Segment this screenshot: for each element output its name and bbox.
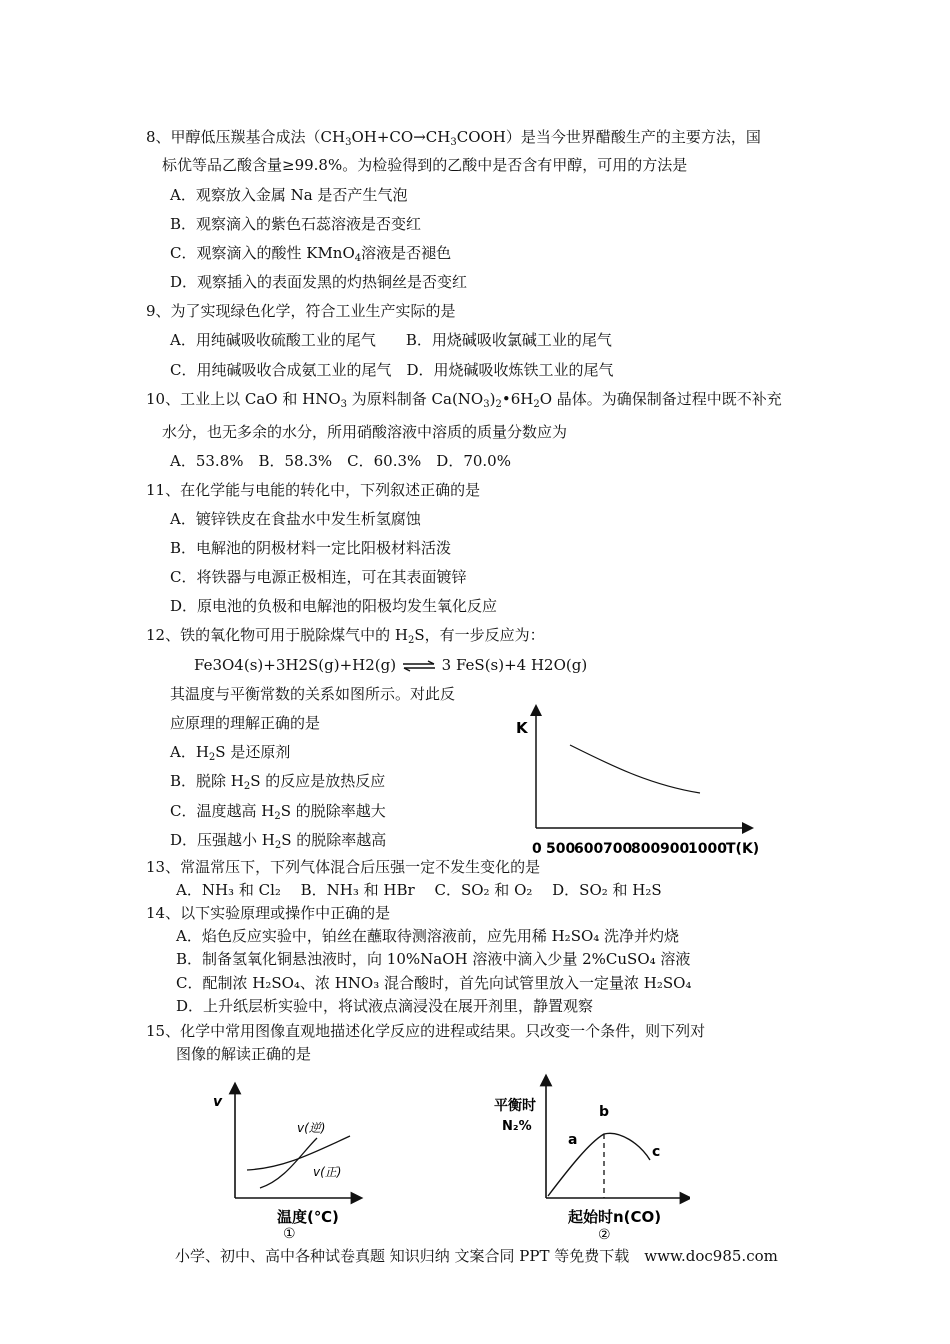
x-tick-label: 700 [603, 841, 633, 857]
q10-options: A．53.8% B．58.3% C．60.3% D．70.0% [170, 452, 511, 470]
y-axis-label: v [213, 1094, 223, 1110]
q15-graph-1 [205, 1080, 365, 1240]
x-tick-label: 900 [660, 841, 690, 857]
q12-stem: 12、铁的氧化物可用于脱除煤气中的 $H_2S$，有一步反应为： [146, 626, 545, 646]
k-curve [570, 745, 700, 793]
q11-option-a: A．镀锌铁皮在食盐水中发生析氢腐蚀 [170, 510, 421, 528]
q12-equation: Fe3O4(s)+3H2S(g)+H2(g) 3 FeS(s)+4 H2O(g) [194, 656, 588, 674]
q14-option-b: B．制备氢氧化铜悬浊液时，向 10%NaOH 溶液中滴入少量 2%CuSO₄ 溶液 [176, 950, 691, 968]
x-axis-label: 起始时n(CO) [568, 1208, 662, 1226]
q14-option-a: A．焰色反应实验中，铂丝在蘸取待测溶液前，应先用稀 H₂SO₄ 洗净并灼烧 [176, 927, 680, 945]
q12-option-d: D．压强越小 $H_2S$ 的脱除率越高 [170, 831, 387, 851]
q9-options-ab: A．用纯碱吸收硫酸工业的尾气 B．用烧碱吸收氯碱工业的尾气 [170, 331, 612, 349]
point-b-label: b [599, 1104, 610, 1120]
q12-option-b: B．脱除 $H_2S$ 的反应是放热反应 [170, 772, 386, 792]
x-tick-labels [532, 841, 759, 857]
x-axis-label: 温度(℃) [277, 1208, 339, 1226]
q12-stem-line3: 其温度与平衡常数的关系如图所示。对此反 [170, 685, 456, 703]
q8-stem-line2: 标优等品乙酸含量≥99.8%。为检验得到的乙酸中是否含有甲醇，可用的方法是 [162, 156, 688, 174]
point-c-label: c [652, 1144, 661, 1160]
y-axis-label-1: 平衡时 [494, 1098, 536, 1114]
v-forward-label: v(正) [313, 1165, 342, 1179]
q11-option-d: D．原电池的负极和电解池的阳极均发生氧化反应 [170, 597, 498, 615]
q15-stem-line1: 15、化学中常用图像直观地描述化学反应的进程或结果。只改变一个条件，则下列对 [146, 1022, 706, 1040]
x-tick-label: 500 [546, 841, 576, 857]
q13-options: A．NH₃ 和 Cl₂ B．NH₃ 和 HBr C．SO₂ 和 O₂ D．SO₂ 和 H₂S [176, 881, 662, 899]
q15-stem-line2: 图像的解读正确的是 [176, 1045, 312, 1063]
y-axis-label: K [516, 719, 528, 737]
v-reverse-curve [260, 1138, 317, 1188]
q8-stem-line1: 8、甲醇低压羰基合成法$(CH_3OH+CO\to CH_3COOH)$是当今世界醋酸生产的主要方法，国 [146, 128, 761, 148]
x-tick-label: 1000 [688, 841, 727, 857]
q10-stem-line1: 10、工业上以 CaO 和 $HNO_3$ 为原料制备 $Ca(NO_3)_2•6H_2O$ 晶体。为确保制备过程中既不补充 [146, 390, 782, 410]
y-axis-label-2: N₂% [502, 1119, 532, 1134]
q12-option-a: A．$H_2S$ 是还原剂 [170, 743, 291, 763]
q8-option-a: A．观察放入金属 Na 是否产生气泡 [170, 186, 408, 204]
graph-number: ② [598, 1227, 611, 1243]
q11-option-c: C．将铁器与电源正极相连，可在其表面镀锌 [170, 568, 467, 586]
n2-curve [548, 1133, 650, 1196]
q12-k-vs-t-graph [510, 700, 770, 860]
q12-option-c: C．温度越高 $H_2S$ 的脱除率越大 [170, 802, 386, 822]
q8-option-d: D．观察插入的表面发黑的灼热铜丝是否变红 [170, 273, 468, 291]
q14-stem: 14、以下实验原理或操作中正确的是 [146, 904, 391, 922]
v-reverse-label: v(逆) [297, 1121, 326, 1135]
graph-number: ① [283, 1226, 296, 1240]
q14-option-c: C．配制浓 H₂SO₄、浓 HNO₃ 混合酸时，首先向试管里放入一定量浓 H₂SO₄ [176, 974, 692, 992]
q11-stem: 11、在化学能与电能的转化中，下列叙述正确的是 [146, 481, 481, 499]
q8-option-b: B．观察滴入的紫色石蕊溶液是否变红 [170, 215, 422, 233]
x-tick-label: 0 [532, 841, 542, 857]
q11-option-b: B．电解池的阴极材料一定比阳极材料活泼 [170, 539, 452, 557]
q9-options-cd: C．用纯碱吸收合成氨工业的尾气 D．用烧碱吸收炼铁工业的尾气 [170, 361, 614, 379]
q8-option-c: C．观察滴入的酸性 KMnO$_4$溶液是否褪色 [170, 244, 452, 264]
point-a-label: a [568, 1132, 578, 1148]
equilibrium-arrow-icon [401, 660, 437, 672]
q10-stem-line2: 水分，也无多余的水分，所用硝酸溶液中溶质的质量分数应为 [162, 423, 568, 441]
q12-stem-line4: 应原理的理解正确的是 [170, 714, 321, 732]
q13-stem: 13、常温常压下，下列气体混合后压强一定不发生变化的是 [146, 858, 541, 876]
x-tick-label: 600 [574, 841, 604, 857]
q15-graph-2 [490, 1072, 690, 1244]
x-axis-unit: T(K) [726, 841, 760, 857]
q9-stem: 9、为了实现绿色化学，符合工业生产实际的是 [146, 302, 456, 320]
page-footer: 小学、初中、高中各种试卷真题 知识归纳 文案合同 PPT 等免费下载 www.doc985.com [175, 1247, 778, 1265]
q14-option-d: D．上升纸层析实验中，将试液点滴浸没在展开剂里，静置观察 [176, 997, 594, 1015]
x-tick-label: 800 [631, 841, 661, 857]
